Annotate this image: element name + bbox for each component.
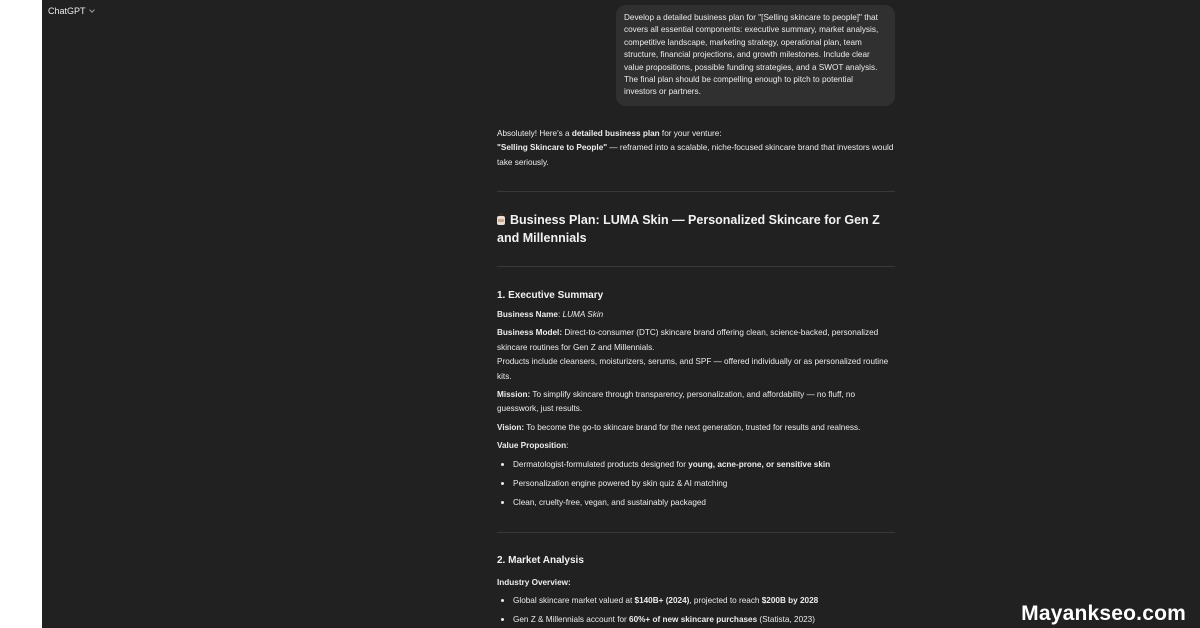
assistant-intro (497, 127, 897, 170)
list-item: Dermatologist-formulated products designed for young, acne-prone, or sensitive skin (497, 455, 897, 474)
intro-line-1: Absolutely! Here's a detailed business plan for your venture: (497, 129, 722, 138)
list-item: Global skincare market valued at $140B+ (2024), projected to reach $200B by 2028 (497, 591, 897, 610)
list-item: Clean, cruelty-free, vegan, and sustainably packaged (497, 493, 897, 512)
divider (497, 191, 895, 192)
section-heading: 2. Market Analysis (497, 555, 584, 566)
user-message-text: Develop a detailed business plan for "[Selling skincare to people]" that covers all essential components: executive summary, market analysis, competitive landscape, marketing strategy, operational plan, team structure, financial projections, and growth milestones. Include clear value propositions, possible funding strategies, and a SWOT analysis. The final plan should be compelling enough to pitch to potential investors or partners. (624, 13, 879, 97)
user-message-bubble (616, 5, 895, 106)
business-name: Business Name: LUMA Skin (497, 310, 604, 319)
value-proposition-list (497, 455, 897, 512)
section-market-analysis (497, 554, 897, 628)
watermark: Mayankseo.com (1021, 602, 1186, 625)
lotion-bottle-icon (497, 213, 505, 225)
divider (497, 532, 895, 533)
chevron-down-icon (89, 7, 95, 13)
value-proposition-label: Value Proposition: (497, 441, 569, 451)
intro-line-2: "Selling Skincare to People" — reframed into a scalable, niche-focused skincare brand that investors would take seriously. (497, 143, 894, 167)
business-model: Business Model: Direct-to-consumer (DTC) skincare brand offering clean, science-backed, personalized skincare routines for Gen Z and Millennials. (497, 328, 879, 352)
vision: Vision: To become the go-to skincare brand for the next generation, trusted for results and realness. (497, 422, 861, 432)
model-name: ChatGPT (48, 6, 86, 16)
section-heading: 1. Executive Summary (497, 290, 604, 301)
mission: Mission: To simplify skincare through transparency, personalization, and affordability — no fluff, no guesswork, just results. (497, 390, 856, 414)
list-item: Personalization engine powered by skin quiz & AI matching (497, 474, 897, 493)
plan-title: Business Plan: LUMA Skin — Personalized Skincare for Gen Z and Millennials (497, 213, 880, 245)
industry-overview-list (497, 591, 897, 628)
section-executive-summary (497, 289, 897, 512)
model-selector[interactable] (48, 4, 94, 18)
divider (497, 266, 895, 267)
list-item: Gen Z & Millennials account for 60%+ of new skincare purchases (Statista, 2023) (497, 610, 897, 628)
industry-overview-label: Industry Overview: (497, 578, 571, 587)
chat-window (42, 0, 1200, 628)
products-text: Products include cleansers, moisturizers, serums, and SPF — offered individually or as personalized routine kits. (497, 357, 889, 381)
